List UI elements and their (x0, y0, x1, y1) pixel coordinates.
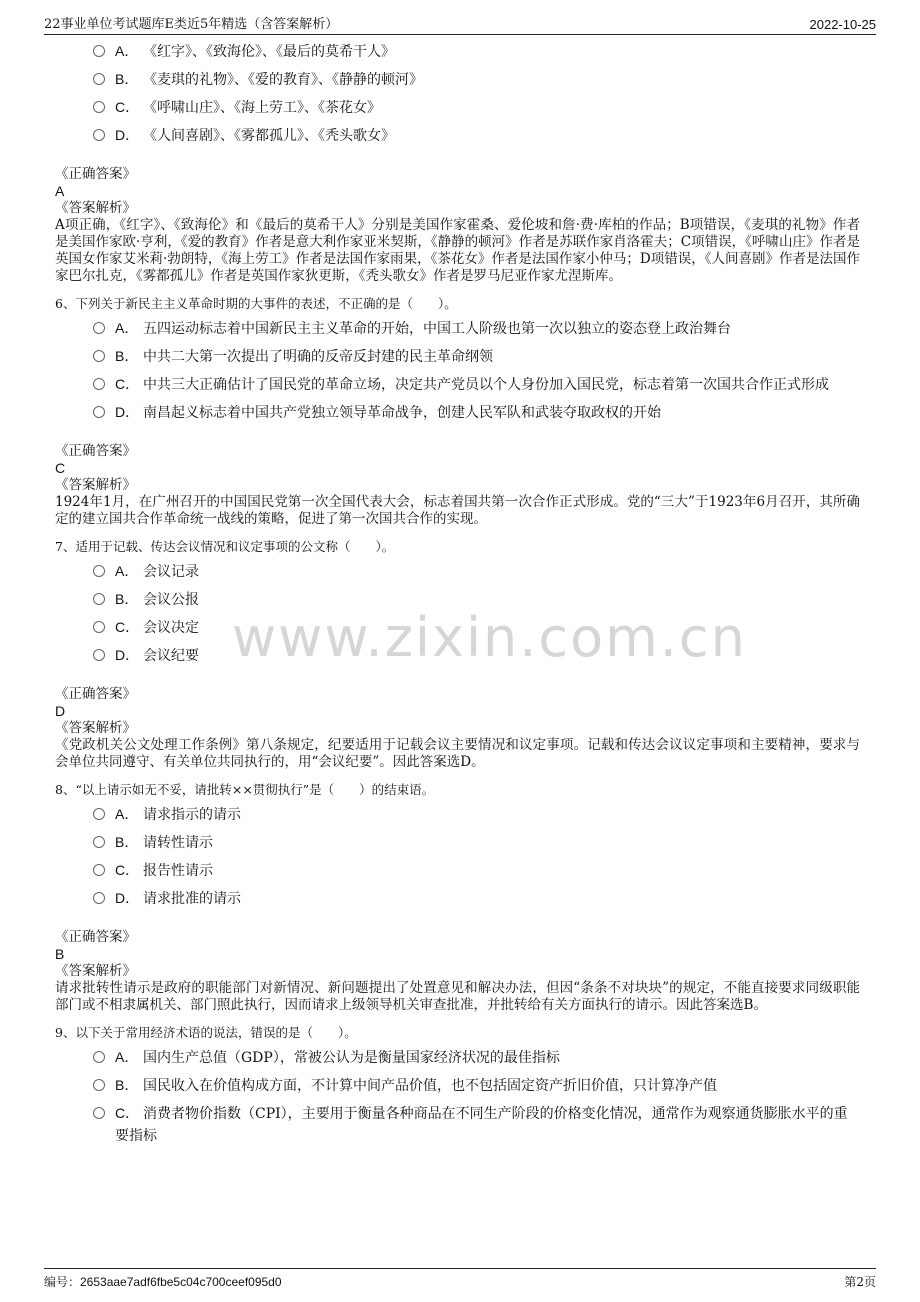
option-d[interactable]: D． 会议纪要 (93, 644, 860, 667)
answer-label: 《正确答案》 (55, 166, 136, 182)
explanation-label: 《答案解析》 (55, 477, 136, 493)
radio-icon[interactable] (93, 621, 105, 633)
answer-label: 《正确答案》 (55, 929, 136, 945)
option-a[interactable]: A． 国内生产总值（GDP），常被公认为是衡量国家经济状况的最佳指标 (93, 1046, 860, 1069)
option-b[interactable]: B． 国民收入在价值构成方面，不计算中间产品价值，也不包括固定资产折旧价值，只计算净产值 (93, 1074, 860, 1097)
question-6 (55, 295, 860, 528)
radio-icon[interactable] (93, 565, 105, 577)
radio-icon[interactable] (93, 1079, 105, 1091)
document-date: 2022-10-25 (809, 17, 876, 32)
document-body (55, 40, 860, 1152)
question-text: 7、适用于记载、传达会议情况和议定事项的公文称（ ）。 (55, 539, 395, 554)
question-5 (55, 40, 860, 285)
radio-icon[interactable] (93, 808, 105, 820)
option-a[interactable]: A． 《红字》、《致海伦》、《最后的莫希干人》 (93, 40, 860, 63)
explanation-label: 《答案解析》 (55, 200, 136, 216)
page-header (44, 10, 876, 35)
option-b[interactable]: B． 会议公报 (93, 588, 860, 611)
question-text: 9、以下关于常用经济术语的说法，错误的是（ ）。 (55, 1025, 357, 1040)
answer-label: 《正确答案》 (55, 686, 136, 702)
explanation-text: A项正确，《红字》、《致海伦》和《最后的莫希干人》分别是美国作家霍桑、爱伦坡和詹·费·库柏的作品；B项错误，《麦琪的礼物》作者是美国作家欧·亨利，《爱的教育》作者是意大利作家亚米契斯，《静静的顿河》作者是苏联作家肖洛霍夫；C项错误，《呼啸山庄》作者是英国女作家艾米莉·勃朗特，《海上劳工》作者是法国作家雨果，《茶花女》作者是法国作家小仲马；D项错误，《人间喜剧》作者是法国作家巴尔扎克，《雾都孤儿》作者是英国作家狄更斯，《秃头歌女》作者是罗马尼亚作家尤涅斯库。 (55, 217, 860, 284)
radio-icon[interactable] (93, 378, 105, 390)
question-8 (55, 781, 860, 1014)
radio-icon[interactable] (93, 1107, 105, 1119)
page-number: 第2页 (844, 1274, 876, 1289)
question-text: 8、“以上请示如无不妥，请批转××贯彻执行”是（ ）的结束语。 (55, 782, 435, 797)
option-c[interactable]: C． 会议决定 (93, 616, 860, 639)
radio-icon[interactable] (93, 101, 105, 113)
document-code: 编号：2653aae7adf6fbe5c04c700ceef095d0 (44, 1274, 282, 1289)
radio-icon[interactable] (93, 892, 105, 904)
option-a[interactable]: A． 五四运动标志着中国新民主主义革命的开始，中国工人阶级也第一次以独立的姿态登上政治舞台 (93, 317, 860, 340)
explanation-label: 《答案解析》 (55, 963, 136, 979)
radio-icon[interactable] (93, 322, 105, 334)
radio-icon[interactable] (93, 1051, 105, 1063)
option-d[interactable]: D． 请求批准的请示 (93, 887, 860, 910)
document-title: 22事业单位考试题库E类近5年精选（含答案解析） (44, 17, 339, 32)
explanation-text: 1924年1月，在广州召开的中国国民党第一次全国代表大会，标志着国共第一次合作正式形成。党的“三大”于1923年6月召开，其所确定的建立国共合作革命统一战线的策略，促进了第一次国共合作的实现。 (55, 494, 860, 527)
page-footer (44, 1268, 876, 1291)
correct-answer: B (55, 946, 65, 962)
option-d[interactable]: D． 南昌起义标志着中国共产党独立领导革命战争，创建人民军队和武装夺取政权的开始 (93, 401, 860, 424)
option-c[interactable]: C． 中共三大正确估计了国民党的革命立场，决定共产党员以个人身份加入国民党，标志着第一次国共合作正式形成 (93, 373, 860, 396)
correct-answer: C (55, 460, 66, 476)
question-text: 6、下列关于新民主主义革命时期的大事件的表述，不正确的是（ ）。 (55, 296, 457, 311)
radio-icon[interactable] (93, 649, 105, 661)
radio-icon[interactable] (93, 350, 105, 362)
radio-icon[interactable] (93, 45, 105, 57)
option-c[interactable]: C． 消费者物价指数（CPI），主要用于衡量各种商品在不同生产阶段的价格变化情况，通常作为观察通货膨胀水平的重要指标 (93, 1102, 860, 1147)
explanation-label: 《答案解析》 (55, 720, 136, 736)
correct-answer: D (55, 703, 66, 719)
option-b[interactable]: B． 请转性请示 (93, 831, 860, 854)
radio-icon[interactable] (93, 864, 105, 876)
option-a[interactable]: A． 会议记录 (93, 560, 860, 583)
radio-icon[interactable] (93, 406, 105, 418)
explanation-text: 《党政机关公文处理工作条例》第八条规定，纪要适用于记载会议主要情况和议定事项。记载和传达会议议定事项和主要精神，要求与会单位共同遵守、有关单位共同执行的，用“会议纪要”。因此答案选D。 (55, 737, 860, 770)
option-b[interactable]: B． 《麦琪的礼物》、《爱的教育》、《静静的顿河》 (93, 68, 860, 91)
question-7 (55, 538, 860, 771)
question-9 (55, 1024, 860, 1147)
option-a[interactable]: A． 请求指示的请示 (93, 803, 860, 826)
correct-answer: A (55, 183, 65, 199)
radio-icon[interactable] (93, 593, 105, 605)
radio-icon[interactable] (93, 73, 105, 85)
option-d[interactable]: D． 《人间喜剧》、《雾都孤儿》、《秃头歌女》 (93, 124, 860, 147)
option-c[interactable]: C． 报告性请示 (93, 859, 860, 882)
answer-label: 《正确答案》 (55, 443, 136, 459)
radio-icon[interactable] (93, 836, 105, 848)
option-b[interactable]: B． 中共二大第一次提出了明确的反帝反封建的民主革命纲领 (93, 345, 860, 368)
explanation-text: 请求批转性请示是政府的职能部门对新情况、新问题提出了处置意见和解决办法，但因“条条不对块块”的规定，不能直接要求同级职能部门或不相隶属机关、部门照此执行，因而请求上级领导机关审查批准，并批转给有关方面执行的请示。因此答案选B。 (55, 980, 860, 1013)
radio-icon[interactable] (93, 129, 105, 141)
watermark: www.zixin.com.cn (232, 606, 747, 669)
option-c[interactable]: C． 《呼啸山庄》、《海上劳工》、《茶花女》 (93, 96, 860, 119)
